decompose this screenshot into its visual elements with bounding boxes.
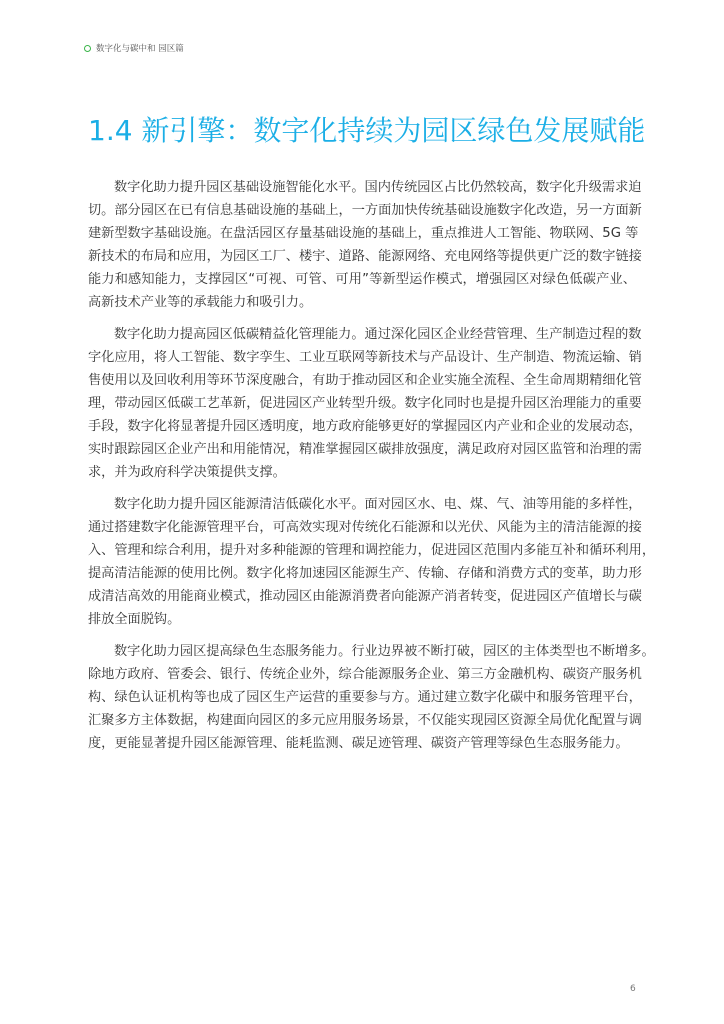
paragraph-line: 理，带动园区低碳工艺革新，促进园区产业转型升级。数字化同时也是提升园区治理能力的重要 (88, 396, 642, 411)
paragraph-line: 建新型数字基础设施。在盘活园区存量基础设施的基础上，重点推进人工智能、物联网、5G 等 (88, 226, 639, 241)
paragraph-line: 通过搭建数字化能源管理平台，可高效实现对传统化石能源和以光伏、风能为主的清洁能源的接 (88, 520, 642, 535)
paragraph-line: 手段，数字化将显著提升园区透明度，地方政府能够更好的掌握园区内产业和企业的发展动态， (88, 419, 642, 434)
paragraph-line: 能力和感知能力，支撑园区“可视、可管、可用”等新型运作模式，增强园区对绿色低碳产业、 (88, 272, 636, 287)
paragraph (88, 323, 642, 484)
paragraph-line: 入、管理和综合利用，提升对多种能源的管理和调控能力，促进园区范围内多能互补和循环利用， (88, 543, 656, 558)
paragraph (88, 640, 655, 755)
page-number: 6 (630, 984, 636, 994)
paragraph-line: 数字化助力提升园区能源清洁低碳化水平。面对园区水、电、煤、气、油等用能的多样性， (114, 497, 642, 512)
paragraph-line: 度，更能显著提升园区能源管理、能耗监测、碳足迹管理、碳资产管理等绿色生态服务能力。 (88, 736, 629, 751)
paragraph (88, 493, 656, 631)
running-header (84, 42, 184, 54)
paragraph-line: 汇聚多方主体数据，构建面向园区的多元应用服务场景，不仅能实现园区资源全局优化配置与调 (88, 713, 642, 728)
paragraph-line: 除地方政府、管委会、银行、传统企业外，综合能源服务企业、第三方金融机构、碳资产服务机 (88, 667, 642, 682)
paragraph-line: 数字化助力园区提高绿色生态服务能力。行业边界被不断打破，园区的主体类型也不断增多。 (114, 644, 655, 659)
section-title: 1.4 新引擎：数字化持续为园区绿色发展赋能 (88, 114, 646, 147)
paragraph-line: 数字化助力提升园区基础设施智能化水平。国内传统园区占比仍然较高，数字化升级需求迫 (114, 180, 642, 195)
paragraph (88, 176, 642, 314)
paragraph-line: 切。部分园区在已有信息基础设施的基础上，一方面加快传统基础设施数字化改造，另一方面新 (88, 203, 642, 218)
paragraph-line: 构、绿色认证机构等也成了园区生产运营的重要参与方。通过建立数字化碳中和服务管理平台， (88, 690, 642, 705)
body-text (88, 176, 656, 764)
paragraph-line: 字化应用，将人工智能、数字孪生、工业互联网等新技术与产品设计、生产制造、物流运输、销 (88, 350, 642, 365)
paragraph-line: 提高清洁能源的使用比例。数字化将加速园区能源生产、传输、存储和消费方式的变革，助力形 (88, 566, 642, 581)
paragraph-line: 数字化助力提高园区低碳精益化管理能力。通过深化园区企业经营管理、生产制造过程的数 (114, 327, 642, 342)
paragraph-line: 实时跟踪园区企业产出和用能情况，精准掌握园区碳排放强度，满足政府对园区监管和治理的需 (88, 442, 642, 457)
section-label: 数字化与碳中和 园区篇 (96, 44, 184, 54)
paragraph-line: 新技术的布局和应用，为园区工厂、楼宇、道路、能源网络、充电网络等提供更广泛的数字链接 (88, 249, 642, 264)
circle-bullet-icon (84, 45, 91, 52)
paragraph-line: 求，并为政府科学决策提供支撑。 (88, 465, 286, 480)
paragraph-line: 售使用以及回收利用等环节深度融合，有助于推动园区和企业实施全流程、全生命周期精细化管 (88, 373, 642, 388)
paragraph-line: 排放全面脱钩。 (88, 612, 181, 627)
paragraph-line: 成清洁高效的用能商业模式，推动园区由能源消费者向能源产消者转变，促进园区产值增长与碳 (88, 589, 642, 604)
paragraph-line: 高新技术产业等的承载能力和吸引力。 (88, 295, 313, 310)
